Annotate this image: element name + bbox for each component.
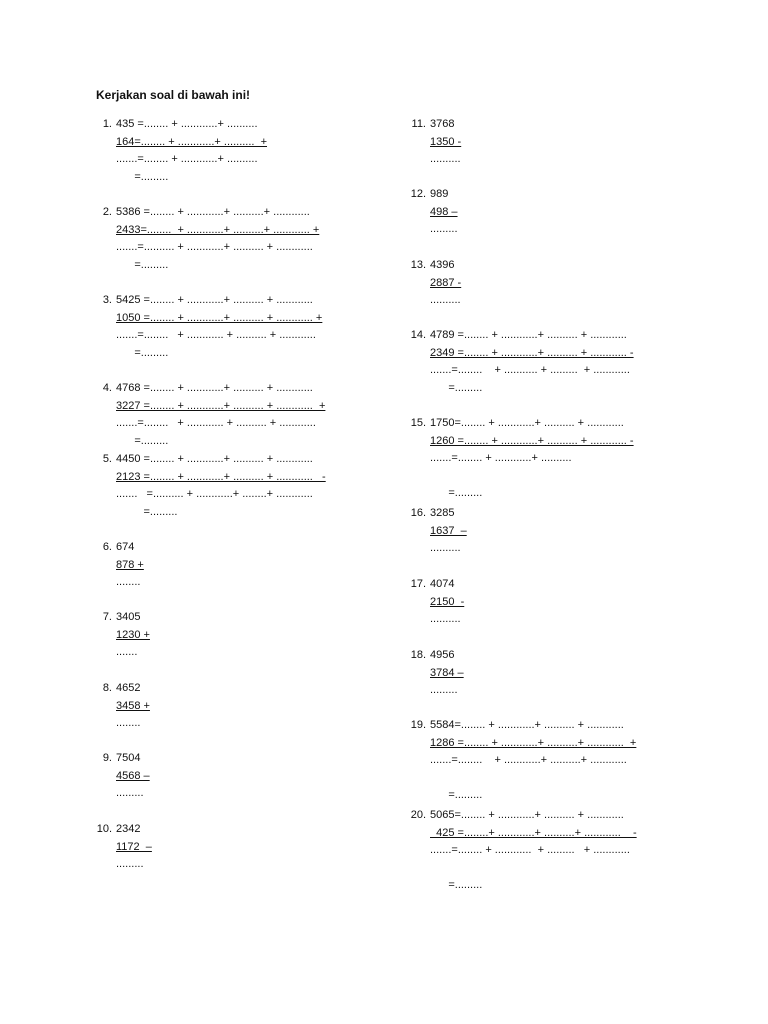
- question-line-text: 989: [430, 188, 449, 200]
- question-line: [430, 770, 636, 788]
- question-line: [116, 574, 144, 592]
- question-line-text: 1350 -: [430, 135, 462, 148]
- page-title: Kerjakan soal di bawah ini!: [96, 88, 251, 102]
- question-line-text: 1050 =........ + ............+ .......... + ............ +: [116, 311, 323, 324]
- question-line: [116, 222, 319, 240]
- question-line-text: .......=........ + ............+ ..........: [430, 452, 572, 464]
- question-line-text: 3784 –: [430, 666, 464, 679]
- question-number: 10.: [96, 823, 112, 835]
- question-line: [116, 451, 326, 469]
- question-line: [116, 169, 267, 187]
- question-line-text: 4956: [430, 649, 455, 661]
- question-line-text: 2349 =........ + ............+ .......... + ............ -: [430, 346, 634, 359]
- question-line: [116, 539, 144, 557]
- question-number: 3.: [102, 294, 112, 306]
- question-line-text: ........: [116, 717, 141, 729]
- question-lines: [430, 576, 464, 629]
- question-line: [430, 151, 461, 169]
- question-lines: [116, 539, 144, 592]
- question-line-text: 3768: [430, 118, 455, 130]
- question-line-text: ..........: [430, 613, 461, 625]
- question-line-text: .........: [430, 223, 458, 235]
- question-lines: [430, 647, 464, 700]
- question-number: 15.: [410, 417, 426, 429]
- question-line: [430, 275, 461, 293]
- question-line-text: =.........: [116, 258, 169, 271]
- question-line-text: =.........: [116, 346, 169, 359]
- question-line: [116, 627, 150, 645]
- question-line: [116, 609, 150, 627]
- question-number: 12.: [410, 188, 426, 200]
- question-number: 17.: [410, 578, 426, 590]
- question-line: [430, 485, 634, 503]
- question-line-text: =.........: [430, 879, 483, 891]
- question-line-text: 2342: [116, 823, 141, 835]
- question-line: [116, 310, 322, 328]
- question-line: [116, 557, 144, 575]
- question-line-text: 425 =........+ ............+ ..........+ ............ -: [430, 826, 637, 839]
- question-lines: [116, 204, 319, 274]
- question-line: [430, 735, 636, 753]
- question-line: [430, 380, 634, 398]
- question-line-text: .......=........ + ............+ ..........+ ............: [430, 754, 627, 766]
- question-line-text: 5584=........ + ............+ .......... + ............: [430, 719, 624, 731]
- question-lines: [116, 116, 267, 186]
- question-line-text: 5386 =........ + ............+ ..........+ ............: [116, 206, 310, 218]
- question-line-text: .........: [430, 684, 458, 696]
- question-lines: [116, 451, 326, 521]
- question-number: 4.: [102, 382, 112, 394]
- question-line: [116, 204, 319, 222]
- question-line: [116, 415, 325, 433]
- question-line: [430, 433, 634, 451]
- question-line: [430, 860, 637, 878]
- question-line: [430, 116, 461, 134]
- question-line: [430, 134, 461, 152]
- question-line: [116, 698, 150, 716]
- question-line: [430, 611, 464, 629]
- question-line-text: 2433=........ + ............+ ..........+ ............ +: [116, 223, 320, 236]
- question-line-text: .......=........ + ............ + .......... + ............: [116, 329, 316, 341]
- question-lines: [430, 717, 636, 805]
- question-line-text: =.........: [116, 434, 169, 447]
- question-line: [430, 221, 458, 239]
- question-number: 6.: [102, 541, 112, 553]
- question-line-text: .......=........ + ............ + ......... + ............: [430, 844, 630, 856]
- question-line-text: 3458 +: [116, 699, 150, 712]
- question-line: [116, 116, 267, 134]
- question-line: [430, 415, 634, 433]
- question-line-text: .......=.......... + ............+ .......... + ............: [116, 241, 313, 253]
- question-line-text: 3405: [116, 611, 141, 623]
- question-line-text: 164=........ + ............+ .......... +: [116, 135, 268, 148]
- question-line: [116, 239, 319, 257]
- question-line: [116, 486, 326, 504]
- question-line: [116, 345, 322, 363]
- question-line: [116, 151, 267, 169]
- question-line: [116, 768, 150, 786]
- question-line-text: 1286 =........ + ............+ ..........+ ............ +: [430, 736, 637, 749]
- question-line-text: =.........: [116, 170, 169, 183]
- question-lines: [116, 292, 322, 362]
- question-line-text: .......=........ + ............ + .......... + ............: [116, 417, 316, 429]
- question-line-text: 4568 –: [116, 769, 150, 782]
- question-line: [116, 257, 319, 275]
- question-line: [116, 644, 150, 662]
- question-lines: [116, 821, 152, 874]
- question-line-text: .......=........ + ............+ ..........: [116, 153, 258, 165]
- question-line: [430, 505, 467, 523]
- question-number: 14.: [410, 329, 426, 341]
- question-line-text: .......: [116, 646, 138, 658]
- question-line: [116, 134, 267, 152]
- question-line-text: 3285: [430, 507, 455, 519]
- question-lines: [430, 505, 467, 558]
- question-line: [116, 785, 150, 803]
- question-lines: [116, 609, 150, 662]
- question-line: [430, 682, 464, 700]
- question-number: 5.: [102, 453, 112, 465]
- question-line-text: 2150 -: [430, 595, 465, 608]
- question-number: 11.: [411, 118, 426, 130]
- question-line: [430, 752, 636, 770]
- question-line-text: .........: [116, 787, 144, 799]
- question-line: [116, 680, 150, 698]
- question-line-text: 4652: [116, 682, 141, 694]
- question-line: [430, 327, 634, 345]
- question-line: [430, 787, 636, 805]
- question-lines: [430, 327, 634, 397]
- question-line: [116, 504, 326, 522]
- question-line-text: ....... =.......... + ............+ ........+ ............: [116, 488, 313, 500]
- question-line: [116, 856, 152, 874]
- question-line-text: ..........: [430, 294, 461, 306]
- question-line: [116, 839, 152, 857]
- question-number: 19.: [410, 719, 426, 731]
- question-line-text: =.........: [116, 505, 178, 518]
- question-line-text: 1750=........ + ............+ .......... + ............: [430, 417, 624, 429]
- question-line-text: 7504: [116, 752, 141, 764]
- question-line-text: =.........: [430, 789, 483, 801]
- question-number: 13.: [410, 259, 426, 271]
- question-number: 7.: [102, 611, 112, 623]
- question-line: [430, 647, 464, 665]
- question-lines: [430, 116, 461, 169]
- question-line-text: 2887 -: [430, 276, 462, 289]
- question-line-text: ..........: [430, 542, 461, 554]
- question-line: [430, 523, 467, 541]
- question-line: [116, 433, 325, 451]
- question-line-text: 435 =........ + ............+ ..........: [116, 118, 258, 130]
- question-line-text: ........: [116, 576, 141, 588]
- question-line-text: 1230 +: [116, 628, 150, 641]
- question-line-text: =.........: [430, 487, 483, 499]
- question-line: [116, 715, 150, 733]
- question-line: [430, 345, 634, 363]
- question-line-text: .........: [116, 858, 144, 870]
- question-line: [430, 717, 636, 735]
- question-line-text: 1637 –: [430, 524, 467, 537]
- question-number: 1.: [102, 118, 112, 130]
- question-number: 9.: [102, 752, 112, 764]
- question-line-text: 498 –: [430, 205, 458, 218]
- question-line: [116, 292, 322, 310]
- question-line-text: .......=........ + ........... + ......... + ............: [430, 364, 630, 376]
- question-number: 20.: [410, 809, 426, 821]
- question-line-text: ..........: [430, 153, 461, 165]
- question-line: [430, 594, 464, 612]
- question-line: [116, 821, 152, 839]
- question-line: [430, 877, 637, 895]
- question-line: [116, 750, 150, 768]
- question-lines: [116, 680, 150, 733]
- question-line: [430, 362, 634, 380]
- question-line-text: 1260 =........ + ............+ .......... + ............ -: [430, 434, 634, 447]
- question-line-text: 4074: [430, 578, 455, 590]
- question-line: [430, 450, 634, 468]
- question-line: [430, 576, 464, 594]
- question-line-text: 5425 =........ + ............+ .......... + ............: [116, 294, 313, 306]
- question-lines: [116, 380, 325, 450]
- question-line-text: 2123 =........ + ............+ .......... + ............ -: [116, 470, 326, 483]
- question-line: [430, 257, 461, 275]
- question-line-text: 4789 =........ + ............+ .......... + ............: [430, 329, 627, 341]
- question-line-text: =.........: [430, 381, 483, 394]
- question-line: [116, 327, 322, 345]
- question-line: [430, 825, 637, 843]
- question-line-text: 1172 –: [116, 840, 152, 853]
- question-line-text: 674: [116, 541, 135, 553]
- question-line-text: 3227 =........ + ............+ .......... + ............ +: [116, 399, 326, 412]
- question-number: 18.: [410, 649, 426, 661]
- question-line: [430, 540, 467, 558]
- question-line: [430, 842, 637, 860]
- question-line: [430, 204, 458, 222]
- question-lines: [430, 257, 461, 310]
- question-line: [430, 292, 461, 310]
- question-lines: [430, 415, 634, 503]
- question-lines: [430, 186, 458, 239]
- question-line: [430, 468, 634, 486]
- question-lines: [116, 750, 150, 803]
- question-line: [116, 380, 325, 398]
- question-line: [430, 807, 637, 825]
- question-line: [430, 186, 458, 204]
- question-number: 16.: [410, 507, 426, 519]
- question-line: [430, 665, 464, 683]
- question-line-text: 4768 =........ + ............+ .......... + ............: [116, 382, 313, 394]
- question-lines: [430, 807, 637, 895]
- question-line-text: 4396: [430, 259, 455, 271]
- question-number: 2.: [102, 206, 112, 218]
- question-line-text: 878 +: [116, 558, 144, 571]
- question-line: [116, 398, 325, 416]
- question-line-text: 5065=........ + ............+ .......... + ............: [430, 809, 624, 821]
- question-line-text: 4450 =........ + ............+ .......... + ............: [116, 453, 313, 465]
- question-number: 8.: [102, 682, 112, 694]
- question-line: [116, 469, 326, 487]
